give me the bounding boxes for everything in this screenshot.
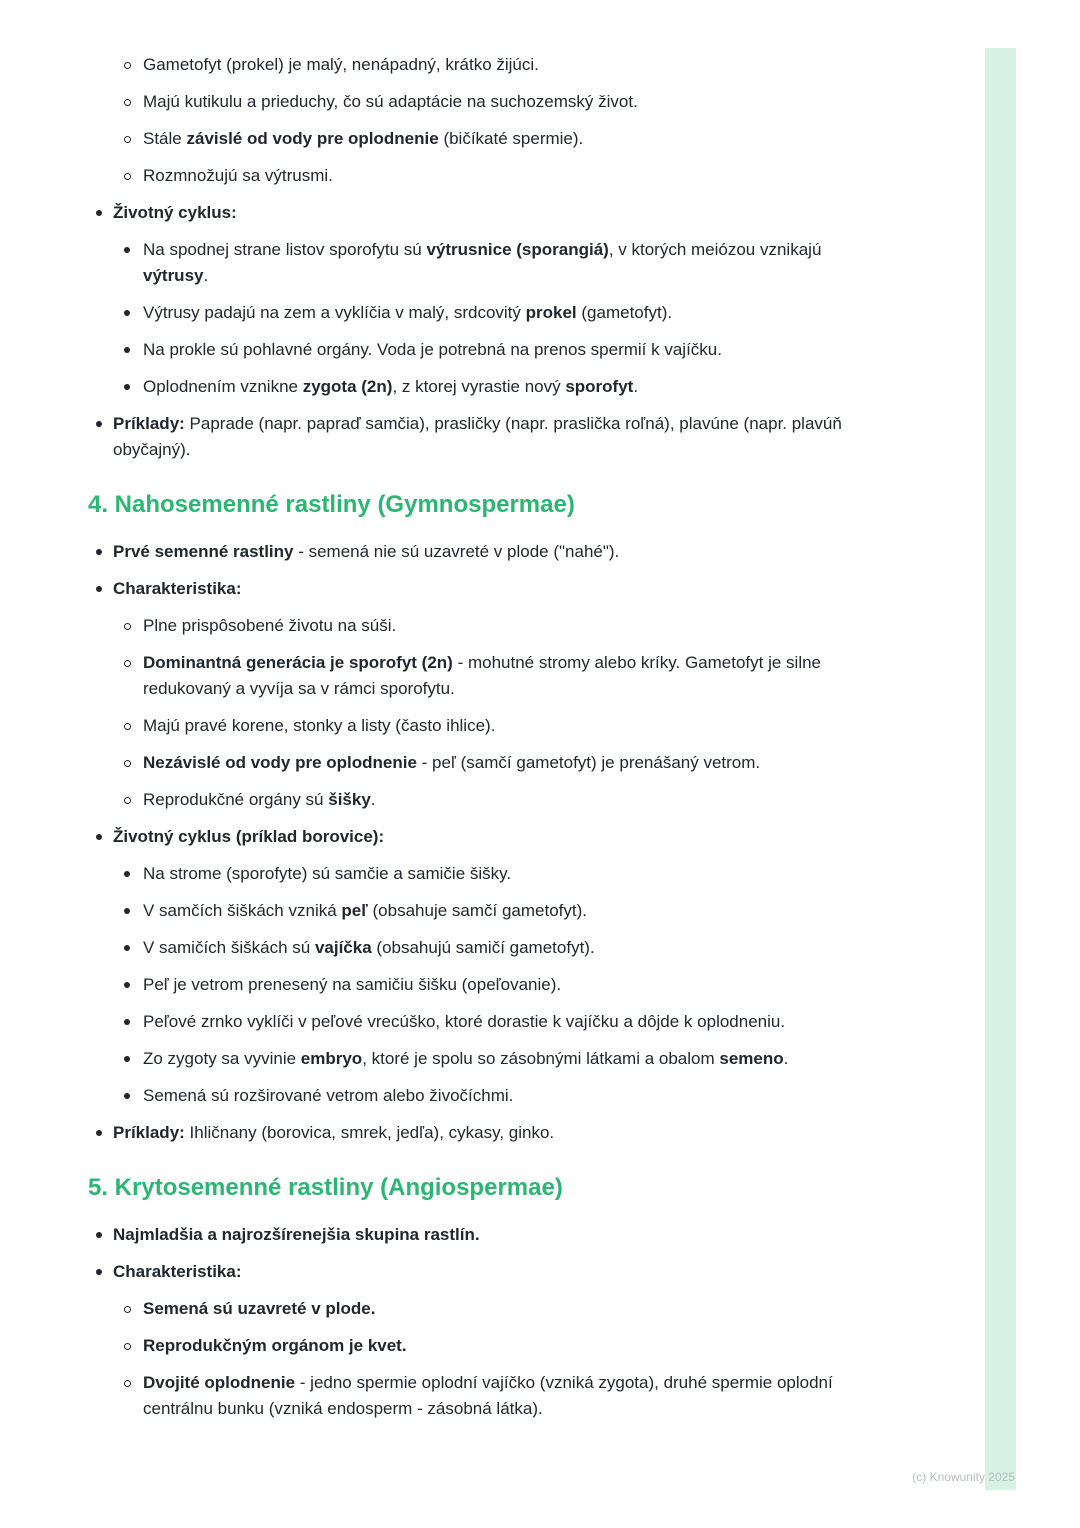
bullet-icon: [96, 824, 113, 850]
list-item-text: Charakteristika:: [113, 579, 242, 598]
bullet-icon: [124, 1046, 143, 1072]
list-item-text: Dvojité oplodnenie - jedno spermie oplodní vajíčko (vzniká zygota), druhé spermie oplodní centrálnu bunku (vzniká endosperm - zásobná látka).: [143, 1373, 833, 1418]
hollow-bullet-icon: [124, 1370, 143, 1422]
list-item-text: Peľ je vetrom prenesený na samičiu šišku (opeľovanie).: [143, 975, 562, 994]
list-item-text: Gametofyt (prokel) je malý, nenápadný, krátko žijúci.: [143, 55, 539, 74]
list-item: [88, 163, 845, 189]
section-heading: 4. Nahosemenné rastliny (Gymnospermae): [88, 491, 575, 518]
list-item: [88, 1296, 845, 1322]
bullet-icon: [124, 237, 143, 289]
list-item: [88, 824, 845, 850]
list-item: [88, 300, 845, 326]
list-item: [88, 539, 845, 565]
list-item-text: Životný cyklus:: [113, 203, 237, 222]
list-item: [88, 374, 845, 400]
list-item: [88, 1009, 845, 1035]
document-content: [88, 52, 845, 1433]
list-item-text: Reprodukčným orgánom je kvet.: [143, 1336, 407, 1355]
bullet-icon: [124, 1083, 143, 1109]
hollow-bullet-icon: [124, 787, 143, 813]
bullet-icon: [124, 374, 143, 400]
bullet-icon: [124, 861, 143, 887]
list-item-text: Plne prispôsobené životu na súši.: [143, 616, 397, 635]
list-item: [88, 52, 845, 78]
list-item-text: Reprodukčné orgány sú šišky.: [143, 790, 376, 809]
list-item: [88, 1046, 845, 1072]
hollow-bullet-icon: [124, 613, 143, 639]
bullet-icon: [96, 539, 113, 565]
bullet-icon: [124, 898, 143, 924]
list-item-text: Príklady: Ihličnany (borovica, smrek, jedľa), cykasy, ginko.: [113, 1123, 555, 1142]
list-item-text: V samčích šiškách vzniká peľ (obsahuje samčí gametofyt).: [143, 901, 588, 920]
list-item: [88, 1259, 845, 1285]
list-item: [88, 935, 845, 961]
hollow-bullet-icon: [124, 52, 143, 78]
hollow-bullet-icon: [124, 713, 143, 739]
bullet-icon: [124, 1009, 143, 1035]
list-item-text: Charakteristika:: [113, 1262, 242, 1281]
list-item-text: Výtrusy padajú na zem a vyklíčia v malý, srdcovitý prokel (gametofyt).: [143, 303, 673, 322]
list-item: [88, 898, 845, 924]
list-item: [88, 89, 845, 115]
bullet-icon: [96, 1222, 113, 1248]
list-item-text: Oplodnením vznikne zygota (2n), z ktorej vyrastie nový sporofyt.: [143, 377, 639, 396]
list-item-text: Na strome (sporofyte) sú samčie a samičie šišky.: [143, 864, 512, 883]
list-item: [88, 861, 845, 887]
list-item: [88, 650, 845, 702]
bullet-icon: [124, 935, 143, 961]
list-item: [88, 1222, 845, 1248]
bullet-icon: [96, 576, 113, 602]
hollow-bullet-icon: [124, 126, 143, 152]
list-item: [88, 237, 845, 289]
list-item: [88, 1120, 845, 1146]
list-item: [88, 576, 845, 602]
list-item-text: Zo zygoty sa vyvinie embryo, ktoré je spolu so zásobnými látkami a obalom semeno.: [143, 1049, 789, 1068]
side-stripe: [985, 48, 1016, 1490]
list-item: [88, 1083, 845, 1109]
list-item-text: Na spodnej strane listov sporofytu sú výtrusnice (sporangiá), v ktorých meiózou vznikajú výtrusy.: [143, 240, 822, 285]
hollow-bullet-icon: [124, 1333, 143, 1359]
list-item-text: Nezávislé od vody pre oplodnenie - peľ (samčí gametofyt) je prenášaný vetrom.: [143, 753, 761, 772]
list-item-text: Životný cyklus (príklad borovice):: [113, 827, 385, 846]
list-item-text: Peľové zrnko vyklíči v peľové vrecúško, ktoré dorastie k vajíčku a dôjde k oplodneniu.: [143, 1012, 786, 1031]
list-item: [88, 972, 845, 998]
list-item-text: Majú kutikulu a prieduchy, čo sú adaptácie na suchozemský život.: [143, 92, 638, 111]
list-item-text: Majú pravé korene, stonky a listy (často ihlice).: [143, 716, 496, 735]
list-item: [88, 1333, 845, 1359]
list-item-text: Dominantná generácia je sporofyt (2n) - mohutné stromy alebo kríky. Gametofyt je silne redukovaný a vyvíja sa v rámci sporofytu.: [143, 653, 821, 698]
watermark: (c) Knowunity 2025: [912, 1470, 1015, 1484]
list-item-text: Semená sú rozširované vetrom alebo živočíchmi.: [143, 1086, 514, 1105]
bullet-icon: [124, 300, 143, 326]
hollow-bullet-icon: [124, 1296, 143, 1322]
hollow-bullet-icon: [124, 750, 143, 776]
list-item-text: Najmladšia a najrozšírenejšia skupina rastlín.: [113, 1225, 480, 1244]
bullet-icon: [124, 337, 143, 363]
list-item: [88, 713, 845, 739]
list-item-text: Prvé semenné rastliny - semená nie sú uzavreté v plode ("nahé").: [113, 542, 620, 561]
list-item-text: Príklady: Paprade (napr. papraď samčia), prasličky (napr. praslička roľná), plavúne (napr. plavúň obyčajný).: [113, 414, 842, 459]
list-item: [88, 613, 845, 639]
bullet-icon: [96, 1120, 113, 1146]
hollow-bullet-icon: [124, 650, 143, 702]
list-item: [88, 411, 845, 463]
list-item: [88, 787, 845, 813]
list-item-text: Semená sú uzavreté v plode.: [143, 1299, 376, 1318]
list-item: [88, 337, 845, 363]
list-item: [88, 126, 845, 152]
list-item-text: Stále závislé od vody pre oplodnenie (bičíkaté spermie).: [143, 129, 584, 148]
list-item-text: Rozmnožujú sa výtrusmi.: [143, 166, 333, 185]
list-item-text: Na prokle sú pohlavné orgány. Voda je potrebná na prenos spermií k vajíčku.: [143, 340, 722, 359]
hollow-bullet-icon: [124, 163, 143, 189]
list-item: [88, 1370, 845, 1422]
list-item: [88, 750, 845, 776]
list-item-text: V samičích šiškách sú vajíčka (obsahujú samičí gametofyt).: [143, 938, 595, 957]
bullet-icon: [124, 972, 143, 998]
hollow-bullet-icon: [124, 89, 143, 115]
bullet-icon: [96, 200, 113, 226]
bullet-icon: [96, 1259, 113, 1285]
list-item: [88, 200, 845, 226]
section-heading: 5. Krytosemenné rastliny (Angiospermae): [88, 1174, 563, 1201]
bullet-icon: [96, 411, 113, 463]
